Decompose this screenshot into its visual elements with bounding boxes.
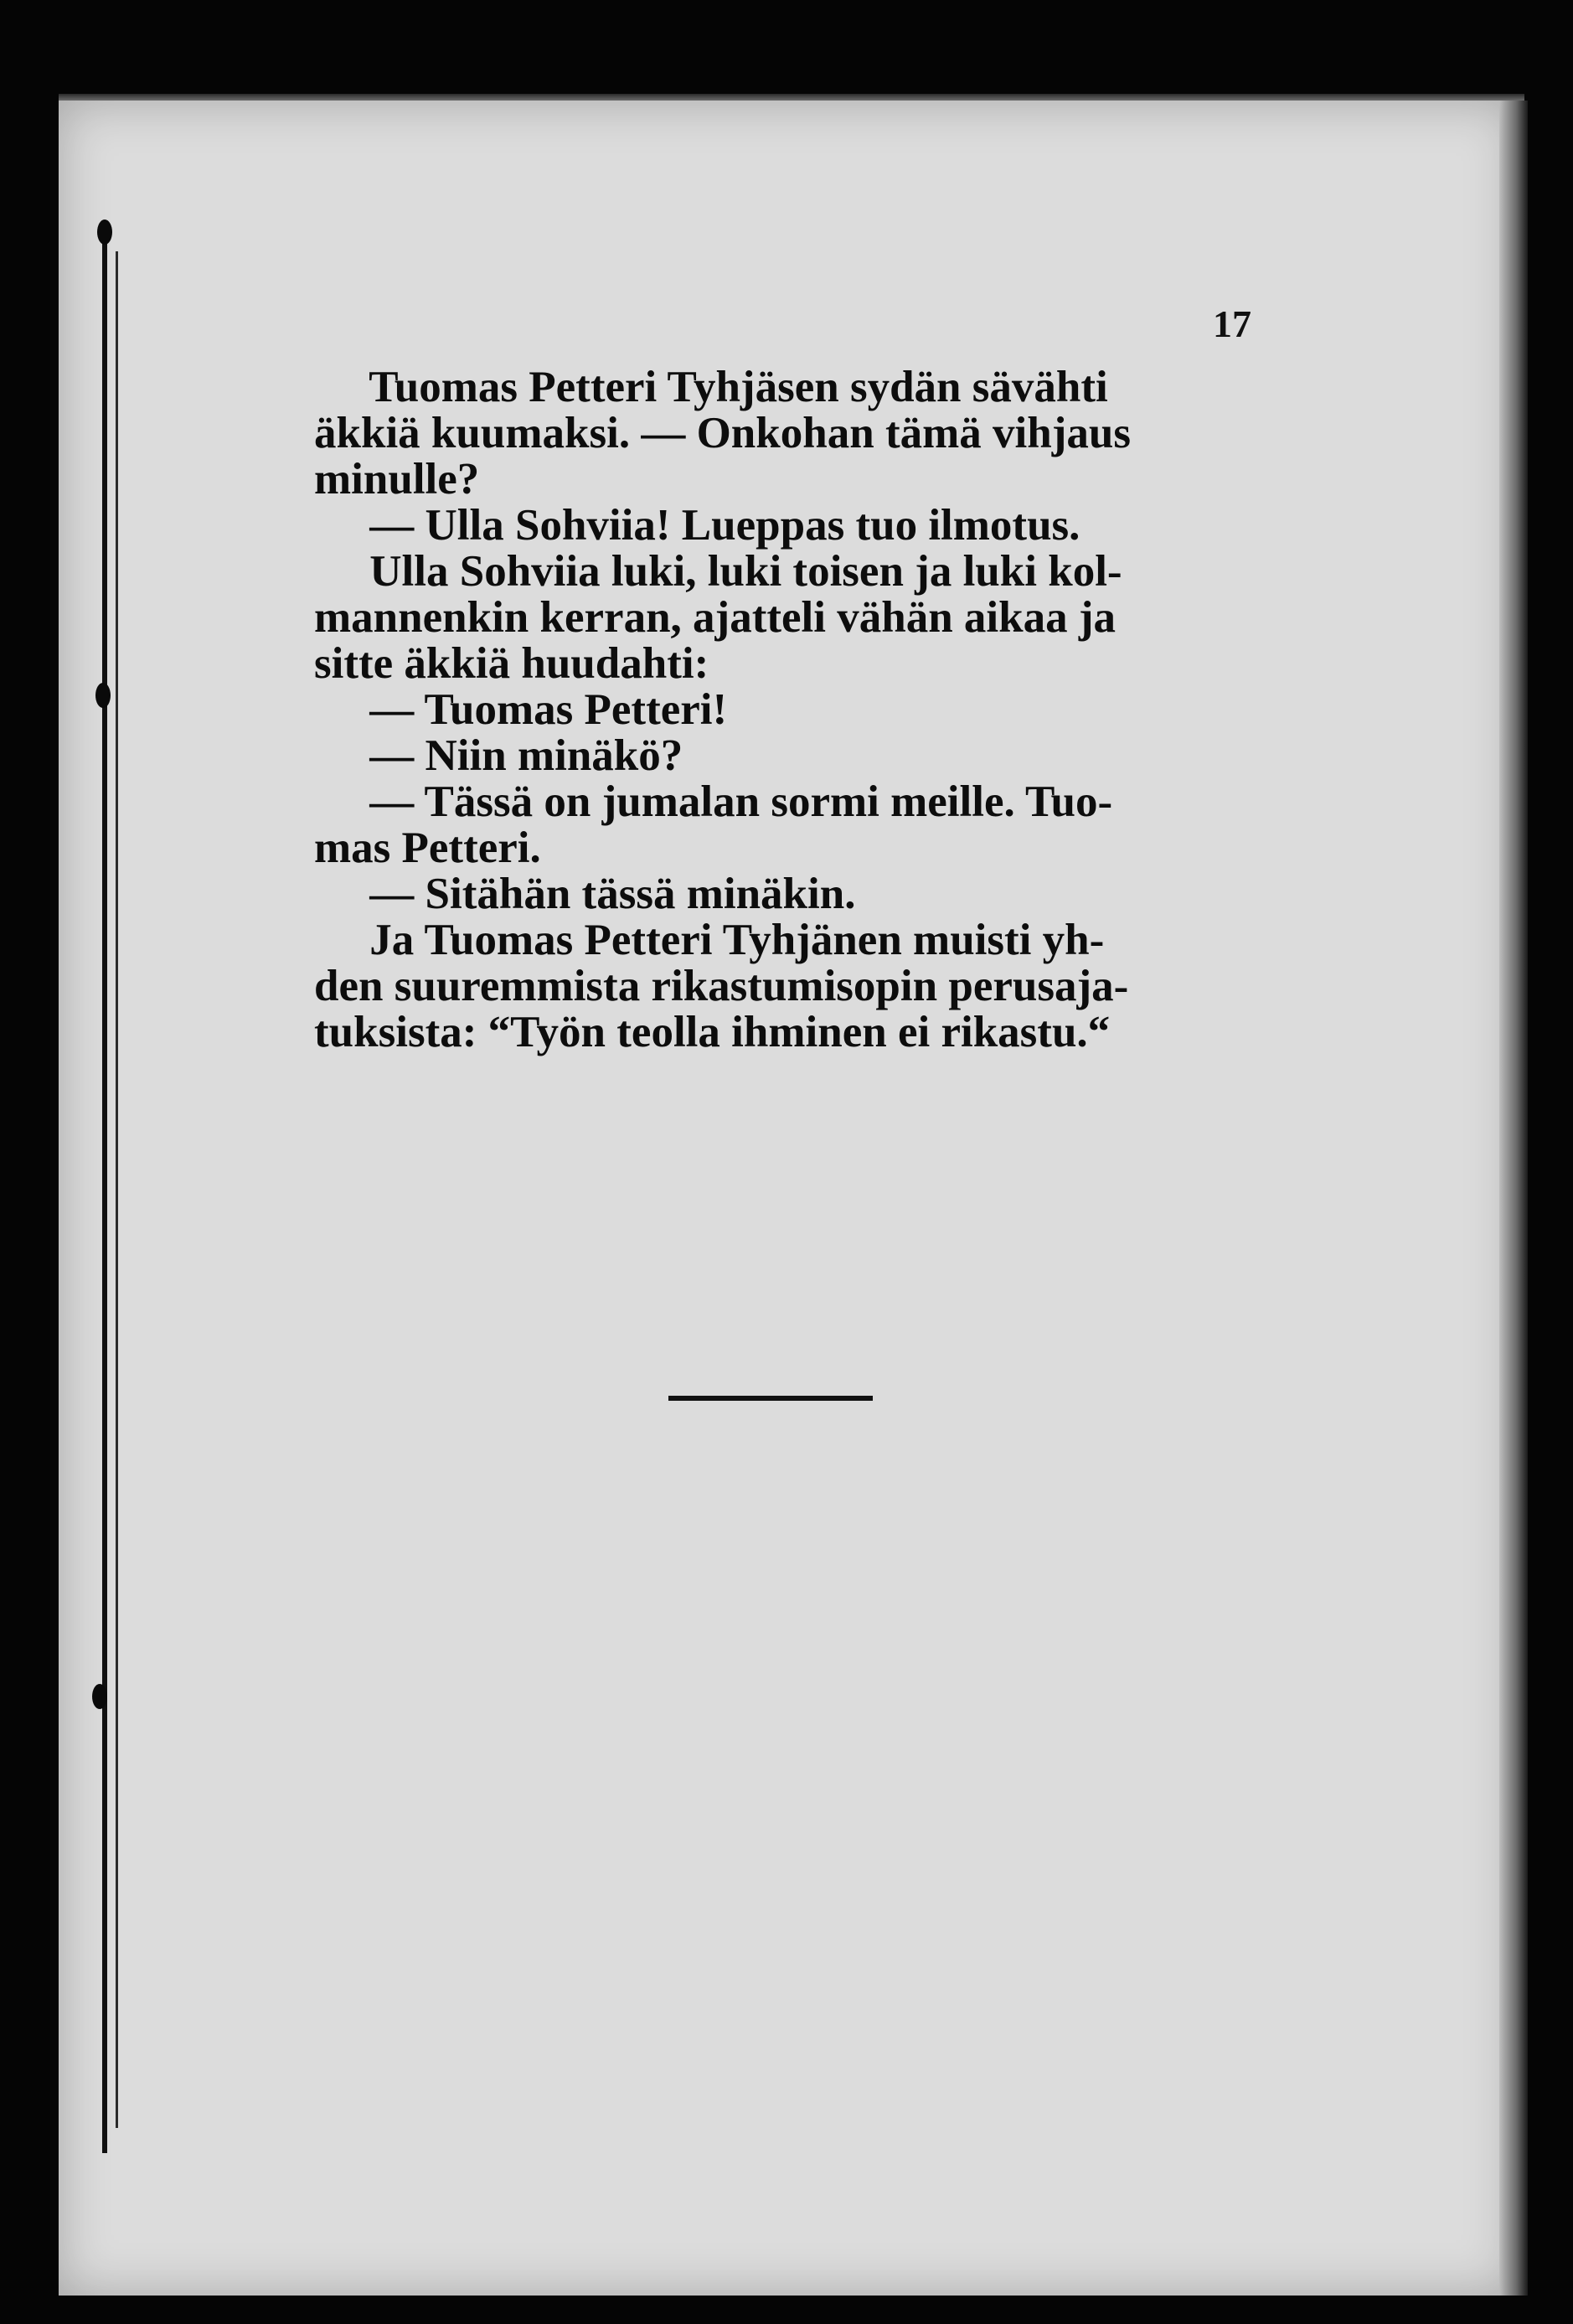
text-line: — Ulla Sohviia! Lueppas tuo ilmotus. <box>314 501 1080 550</box>
section-end-rule <box>668 1396 873 1401</box>
page-number: 17 <box>1213 302 1251 345</box>
text-line: sitte äkkiä huudahti: <box>314 639 709 688</box>
text-line: mas Petteri. <box>314 824 541 872</box>
text-line: mannenkin kerran, ajatteli vähän aikaa ja <box>314 593 1117 642</box>
binding-mark-top <box>97 219 112 245</box>
text-line: minulle? <box>314 455 480 504</box>
page-right-edge <box>1499 101 1528 2296</box>
text-line: Tuomas Petteri Tyhjäsen sydän sävähti <box>314 363 1108 411</box>
text-line: Ulla Sohviia luki, luki toisen ja luki kol- <box>314 547 1122 596</box>
binding-line <box>102 226 107 2153</box>
binding-line-inner <box>116 251 118 2128</box>
body-text <box>314 364 1261 1056</box>
text-line: — Tässä on jumalan sormi meille. Tuo- <box>314 777 1113 826</box>
text-line: — Tuomas Petteri! <box>314 685 728 734</box>
text-line: Ja Tuomas Petteri Tyhjänen muisti yh- <box>314 916 1105 964</box>
binding-mark-middle <box>95 683 111 708</box>
binding-mark-lower <box>92 1684 107 1709</box>
text-line: tuksista: “Työn teolla ihminen ei rikastu.“ <box>314 1008 1111 1056</box>
text-line: — Niin minäkö? <box>314 731 683 780</box>
text-line: — Sitähän tässä minäkin. <box>314 870 856 918</box>
text-line: den suuremmista rikastumisopin perusaja- <box>314 962 1129 1010</box>
text-line: äkkiä kuumaksi. — Onkohan tämä vihjaus <box>314 409 1131 457</box>
